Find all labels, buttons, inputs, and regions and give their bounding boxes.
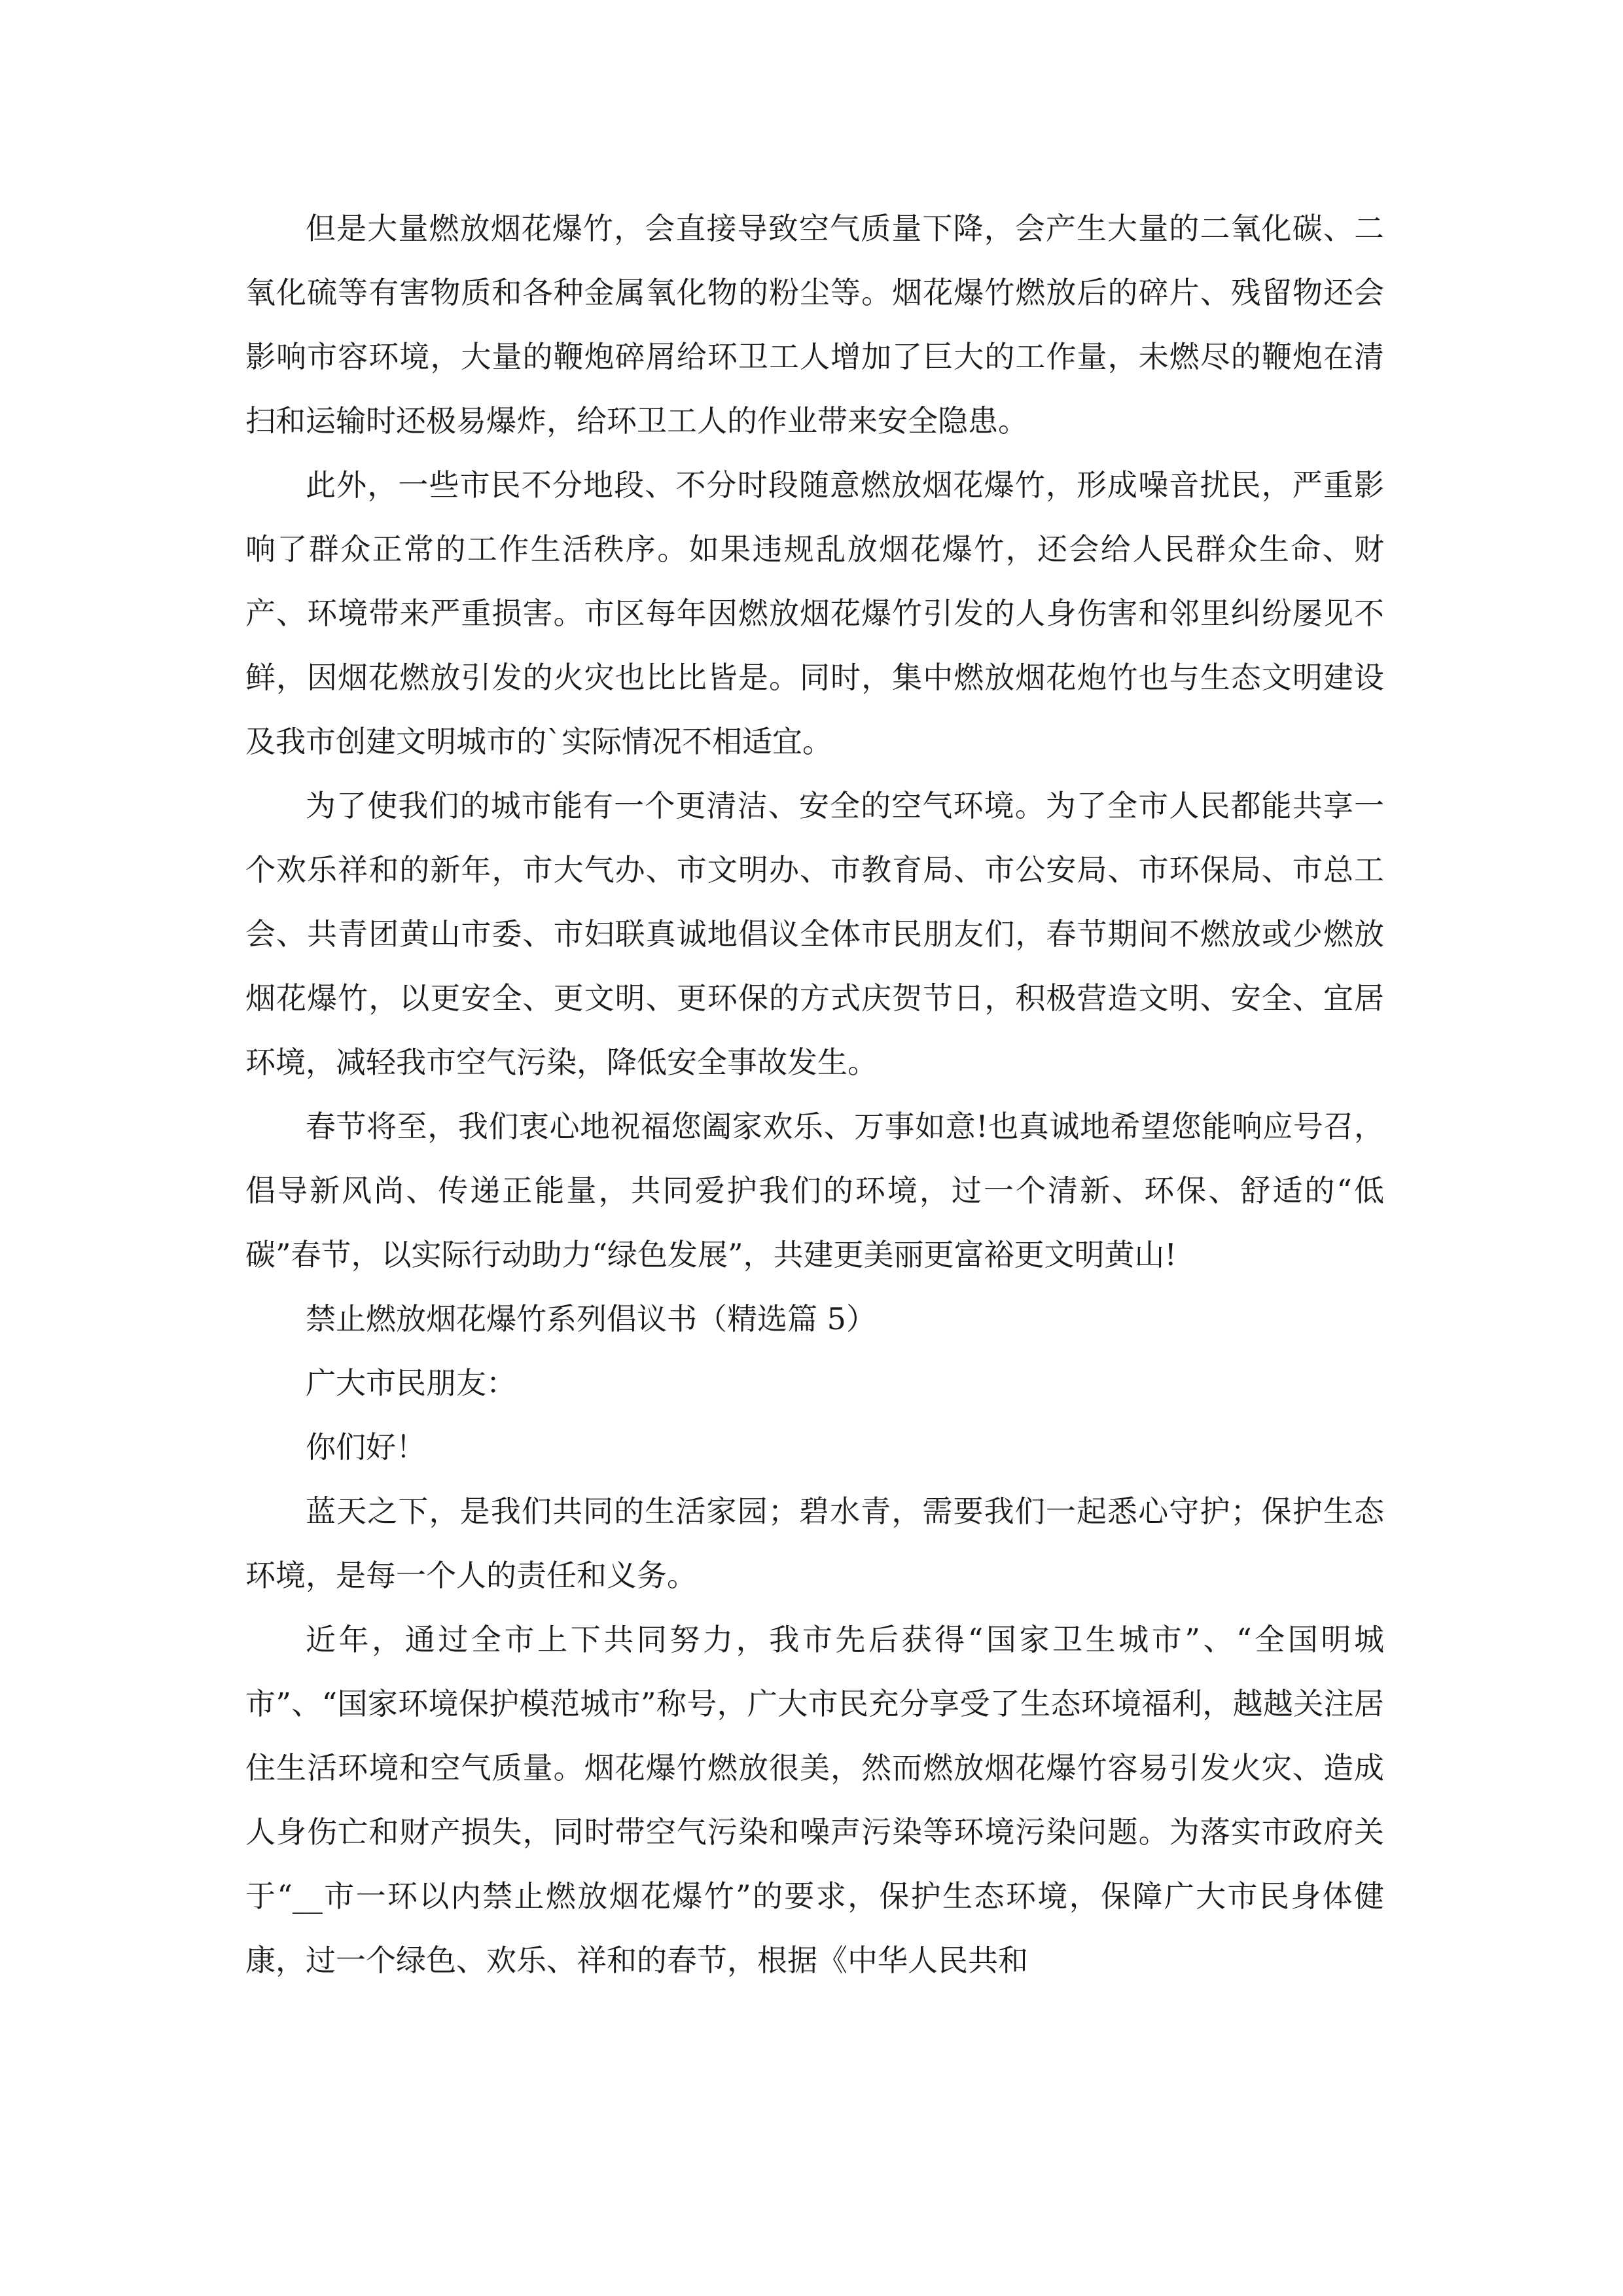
paragraph-greeting-wishes: 春节将至，我们衷心地祝福您阖家欢乐、万事如意!也真诚地希望您能响应号召，倡导新风尚、传递正能量，共同爱护我们的环境，过一个清新、环保、舒适的“低碳”春节，以实际行动助力“绿色发展”，共建更美丽更富裕更文明黄山!: [245, 1109, 1384, 1272]
paragraph-noise-safety: 此外，一些市民不分地段、不分时段随意燃放烟花爆竹，形成噪音扰民，严重影响了群众正常的工作生活秩序。如果违规乱放烟花爆竹，还会给人民群众生命、财产、环境带来严重损害。市区每年因燃放烟花爆竹引发的人身伤害和邻里纠纷屡见不鲜，因烟花燃放引发的火灾也比比皆是。同时，集中燃放烟花炮竹也与生态文明建设及我市创建文明城市的`实际情况不相适宜。: [245, 467, 1384, 759]
section-title: 禁止燃放烟花爆竹系列倡议书（精选篇 5）: [306, 1301, 876, 1336]
greeting: 你们好！: [306, 1429, 426, 1465]
document-page: [245, 196, 1384, 1992]
paragraph-recent-years: 近年，通过全市上下共同努力，我市先后获得“国家卫生城市”、“全国明城市”、“国家环境保护模范城市”称号，广大市民充分享受了生态环境福利，越越关注居住生活环境和空气质量。烟花爆竹燃放很美，然而燃放烟花爆竹容易引发火灾、造成人身伤亡和财产损失，同时带空气污染和噪声污染等环境污染问题。为落实市政府关于“__市一环以内禁止燃放烟花爆竹”的要求，保护生态环境，保障广大市民身体健康，过一个绿色、欢乐、祥和的春节，根据《中华人民共和: [245, 1622, 1384, 1978]
salutation: 广大市民朋友：: [306, 1365, 516, 1401]
paragraph-air-quality: 但是大量燃放烟花爆竹，会直接导致空气质量下降，会产生大量的二氧化碳、二氧化硫等有害物质和各种金属氧化物的粉尘等。烟花爆竹燃放后的碎片、残留物还会影响市容环境，大量的鞭炮碎屑给环卫工人增加了巨大的工作量，未燃尽的鞭炮在清扫和运输时还极易爆炸，给环卫工人的作业带来安全隐患。: [245, 211, 1384, 439]
paragraph-initiative: 为了使我们的城市能有一个更清洁、安全的空气环境。为了全市人民都能共享一个欢乐祥和的新年，市大气办、市文明办、市教育局、市公安局、市环保局、市总工会、共青团黄山市委、市妇联真诚地倡议全体市民朋友们，春节期间不燃放或少燃放烟花爆竹，以更安全、更文明、更环保的方式庆贺节日，积极营造文明、安全、宜居环境，减轻我市空气污染，降低安全事故发生。: [245, 788, 1384, 1080]
paragraph-blue-sky: 蓝天之下，是我们共同的生活家园；碧水青，需要我们一起悉心守护；保护生态环境，是每一个人的责任和义务。: [245, 1494, 1384, 1593]
